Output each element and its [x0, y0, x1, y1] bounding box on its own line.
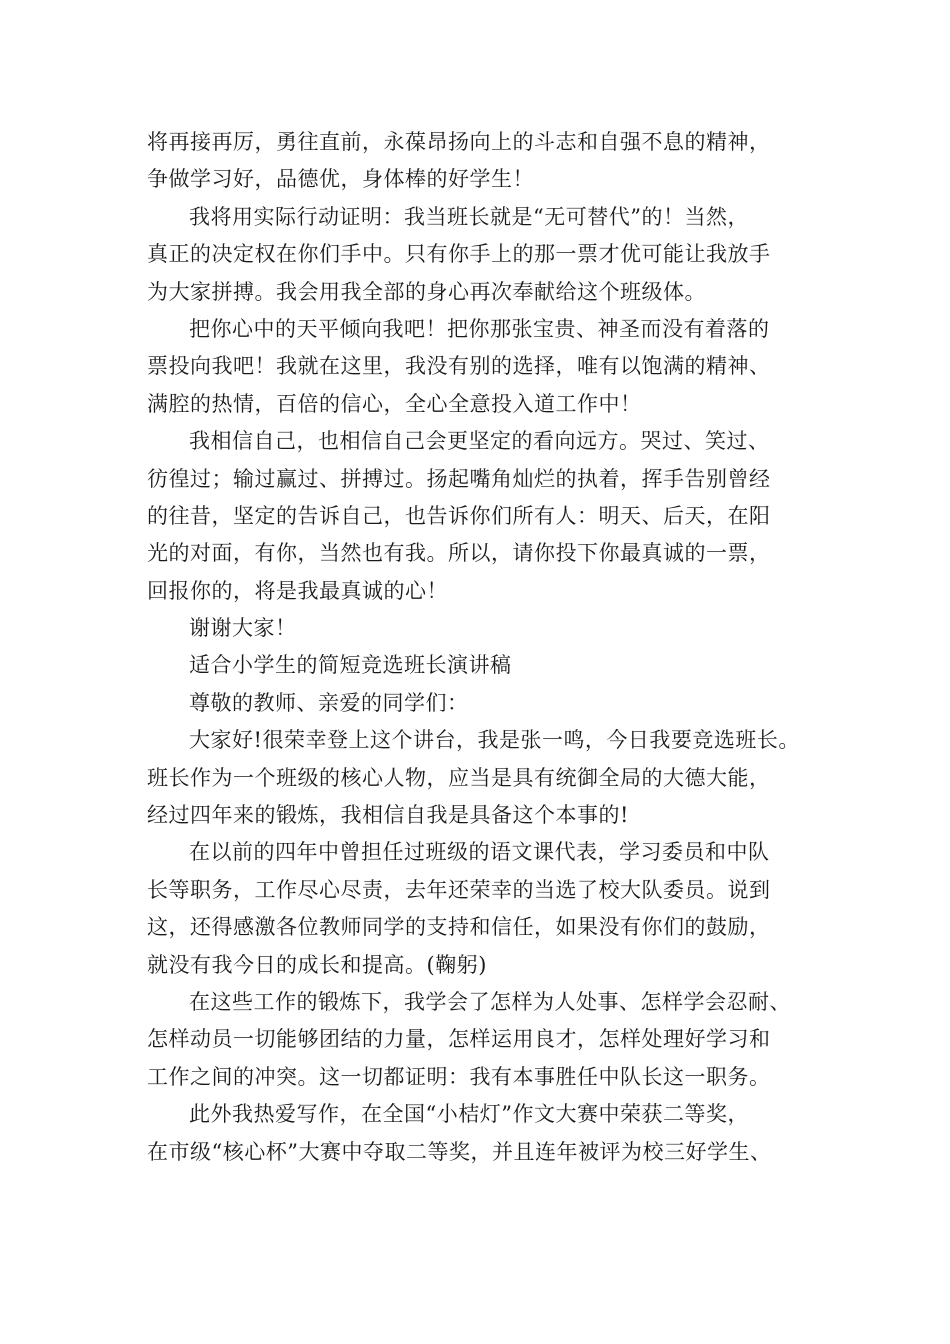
text-line: 将再接再厉，勇往直前，永葆昂扬向上的斗志和自强不息的精神，: [147, 130, 771, 154]
text-line: 谢谢大家！: [189, 616, 297, 641]
text-line: 满腔的热情，百倍的信心，全心全意投入道工作中！: [147, 391, 642, 416]
text-line: 在以前的四年中曾担任过班级的语文课代表，学习委员和中队: [189, 840, 770, 865]
text-line: 怎样动员一切能够团结的力量，怎样运用良才，怎样处理好学习和: [147, 1027, 771, 1052]
text-line: 我相信自己，也相信自己会更坚定的看向远方。哭过、笑过、: [189, 429, 770, 454]
text-line: 大家好!很荣幸登上这个讲台，我是张一鸣，今日我要竞选班长。: [189, 728, 800, 753]
text-line: 的往昔，坚定的告诉自己，也告诉你们所有人：明天、后天，在阳: [147, 503, 771, 528]
text-line: 我将用实际行动证明：我当班长就是“无可替代”的！当然，: [189, 204, 749, 229]
text-line: 长等职务，工作尽心尽责，去年还荣幸的当选了校大队委员。说到: [147, 877, 771, 902]
text-line: 就没有我今日的成长和提高。(鞠躬): [147, 952, 487, 977]
text-line: 争做学习好，品德优，身体棒的好学生！: [147, 167, 534, 192]
text-line: 在这些工作的锻炼下，我学会了怎样为人处事、怎样学会忍耐、: [189, 989, 791, 1014]
text-line: 工作之间的冲突。这一切都证明：我有本事胜任中队长这一职务。: [147, 1064, 771, 1089]
text-line: 把你心中的天平倾向我吧！把你那张宝贵、神圣而没有着落的: [189, 316, 770, 341]
text-line: 票投向我吧！我就在这里，我没有别的选择，唯有以饱满的精神、: [147, 354, 771, 379]
text-line: 经过四年来的锻炼，我相信自我是具备这个本事的!: [147, 803, 629, 828]
text-line: 尊敬的教师、亲爱的同学们：: [189, 690, 469, 715]
text-line: 这，还得感激各位教师同学的支持和信任，如果没有你们的鼓励，: [147, 915, 771, 940]
document-body: [147, 124, 847, 1171]
text-line: 此外我热爱写作，在全国“小桔灯”作文大赛中荣获二等奖，: [189, 1102, 749, 1127]
text-line: 班长作为一个班级的核心人物，应当是具有统御全局的大德大能，: [147, 765, 771, 790]
text-line: 真正的决定权在你们手中。只有你手上的那一票才优可能让我放手: [147, 242, 771, 267]
text-line: 适合小学生的简短竞选班长演讲稿: [189, 653, 512, 678]
text-line: 回报你的，将是我最真诚的心！: [147, 578, 448, 603]
text-line: 为大家拼搏。我会用我全部的身心再次奉献给这个班级体。: [147, 279, 706, 304]
text-line: 在市级“核心杯”大赛中夺取二等奖，并且连年被评为校三好学生、: [147, 1139, 772, 1164]
text-line: 光的对面，有你，当然也有我。所以，请你投下你最真诚的一票，: [147, 541, 771, 566]
text-line: 彷徨过；输过赢过、拼搏过。扬起嘴角灿烂的执着，挥手告别曾经: [147, 466, 771, 491]
